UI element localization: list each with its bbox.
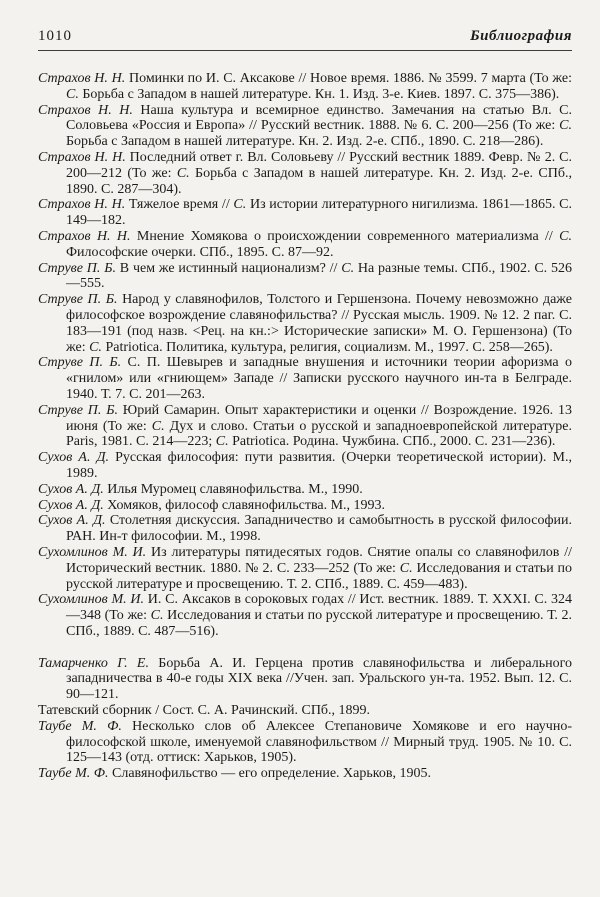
author-name: Страхов Н. Н. [38, 149, 126, 165]
author-name: Сухов А. Д. [38, 450, 109, 466]
entry-text: Дух и слово. Статьи о русской и западноевропейской литературе. Paris, 1981. С. 214—223; [66, 418, 573, 450]
entry-text: С. П. Шевырев и западные внушения и источники теории афоризма о «гнилом» или «гниющем» Западе // Записки русского научного ин-та в Белграде. 1940. Т. 7. С. 201—263. [66, 355, 572, 402]
entry-text: Народ у славянофилов, Толстого и Гершензона. Почему невозможно даже философское возрождение славянофильства? // Русская мысль. 1909. № 12. 2 паг. С. 183—191 (под назв. <Рец. на кн.:> Исторические записки» М. О. Гершензона) (То же: [66, 292, 572, 355]
bibliography-entry [38, 229, 572, 261]
bibliography-entry [38, 197, 572, 229]
entry-text: Русская философия: пути развития. (Очерки теоретической истории). М., 1989. [66, 450, 572, 481]
bibliography-entry [38, 498, 572, 514]
author-name: Страхов Н. Н. [38, 228, 131, 244]
entry-text: Наша культура и всемирное единство. Замечания на статью Вл. С. Соловьева «Россия и Европа» // Русский вестник. 1888. № 6. С. 200—256 (То же: [66, 102, 572, 134]
page-header [38, 28, 572, 50]
page-header-title: Библиография [470, 28, 572, 44]
entry-text: Философские очерки. СПб., 1895. С. 87—92. [66, 244, 334, 260]
bibliography-entry [38, 403, 572, 450]
author-name: Сухомлинов М. И. [38, 592, 145, 608]
bibliography-list [38, 71, 572, 782]
work-abbrev: С. [399, 560, 413, 576]
entry-text: Несколько слов об Алексее Степановиче Хомякове и его научно-философской школе, именуемой славянофильством // Мирный труд. 1905. № 10. С. 125—143 (отд. оттиск: Харьков, 1905). [66, 718, 572, 766]
work-abbrev: С. [66, 86, 79, 102]
work-abbrev: С. [341, 260, 355, 276]
bibliography-entry [38, 71, 572, 103]
entry-text: Последний ответ г. Вл. Соловьеву // Русский вестник 1889. Февр. № 2. С. 200—212 (То же: [66, 149, 573, 181]
work-abbrev: С. [559, 118, 572, 134]
entry-text: Мнение Хомякова о происхождении современного материализма // [130, 228, 560, 244]
entry-text: Patriotica. Родина. Чужбина. СПб., 2000. С. 231—236). [228, 434, 556, 450]
entry-text: И. С. Аксаков в сороковых годах // Ист. вестник. 1889. Т. XXXI. С. 324—348 (То же: [66, 592, 572, 624]
entry-text: Илья Муромец славянофильства. М., 1990. [103, 481, 363, 497]
work-abbrev: С. [151, 418, 165, 434]
author-name: Страхов Н. Н. [38, 197, 126, 213]
work-abbrev: С. [89, 339, 102, 355]
entry-text: Поминки по И. С. Аксакове // Новое время. 1886. № 3599. 7 марта (То же: [125, 71, 572, 86]
work-abbrev: С. [150, 608, 164, 624]
work-abbrev: С. [215, 434, 229, 450]
bibliography-entry [38, 292, 572, 355]
entry-text: Борьба с Западом в нашей литературе. Кн. 1. Изд. 3-е. Киев. 1897. С. 375—386). [78, 86, 560, 102]
entry-text: Хомяков, философ славянофильства. М., 1993. [103, 497, 386, 513]
entry-text: На разные темы. СПб., 1902. С. 526—555. [66, 260, 573, 292]
work-abbrev: С. [176, 165, 190, 181]
author-name: Струве П. Б. [38, 402, 118, 418]
bibliography-entry [38, 103, 572, 150]
entry-text: Исследования и статьи по русской литературе и просвещению. Т. 2. СПб., 1889. С. 487—516). [66, 608, 572, 639]
bibliography-entry [38, 766, 572, 782]
entry-text: Юрий Самарин. Опыт характеристики и оценки // Возрождение. 1926. 13 июня (То же: [66, 402, 572, 434]
author-name: Сухов А. Д. [38, 497, 104, 513]
entry-text: Славянофильство — его определение. Харьков, 1905. [108, 766, 431, 782]
entry-text: Исследования и статьи по русской литературе и просвещению. Т. 2. СПб., 1889. С. 459—483). [66, 560, 573, 592]
author-name: Струве П. Б. [38, 260, 116, 276]
bibliography-entry [38, 261, 572, 293]
entry-text: Столетняя дискуссия. Западничество и самобытность в русской философии. РАН. Ин-т философии. М., 1998. [66, 513, 572, 545]
bibliography-entry [38, 656, 572, 703]
entry-text: Patriotica. Политика, культура, религия, социализм. М., 1997. С. 258—265). [101, 339, 553, 355]
entry-text: Борьба А. И. Герцена против славянофильства и либерального западничества в 40-е годы XIX века //Учен. зап. Уральского ун-та. 1952. Вып. 12. С. 90—121. [66, 655, 572, 703]
entry-text: Татевский сборник / Сост. С. А. Рачинский. СПб., 1899. [38, 703, 371, 719]
work-abbrev: С. [233, 197, 247, 213]
bibliography-entry [38, 719, 572, 766]
entry-text: Борьба с Западом в нашей литературе. Кн. 2. Изд. 2-е. СПб., 1890. С. 287—304). [66, 165, 572, 197]
entry-text: Тяжелое время // [125, 197, 234, 213]
author-name: Струве П. Б. [38, 292, 118, 308]
bibliography-entry [38, 592, 572, 639]
bibliography-entry [38, 545, 572, 592]
author-name: Таубе М. Ф. [38, 718, 122, 734]
page-number: 1010 [38, 28, 72, 44]
author-name: Тамарченко Г. Е. [38, 655, 149, 671]
entry-text: Из литературы пятидесятых годов. Снятие опалы со славянофилов // Исторический вестник. 1880. № 2. С. 233—252 (То же: [66, 544, 572, 576]
bibliography-entry [38, 355, 572, 402]
header-rule [38, 50, 572, 51]
author-name: Струве П. Б. [38, 355, 122, 371]
author-name: Сухов А. Д. [38, 513, 106, 529]
author-name: Таубе М. Ф. [38, 766, 109, 782]
bibliography-entry [38, 450, 572, 482]
bibliography-entry [38, 513, 572, 545]
bibliography-entry [38, 703, 572, 719]
author-name: Страхов Н. Н. [38, 71, 126, 86]
author-name: Сухомлинов М. И. [38, 544, 147, 560]
entry-text: В чем же истинный национализм? // [115, 260, 342, 276]
entry-text: Борьба с Западом в нашей литературе. Кн. 2. Изд. 2-е. СПб., 1890. С. 218—286). [66, 134, 544, 150]
bibliography-entry [38, 150, 572, 197]
bibliography-entry [38, 482, 572, 498]
author-name: Страхов Н. Н. [38, 102, 133, 118]
author-name: Сухов А. Д. [38, 481, 104, 497]
entry-text: Из истории литературного нигилизма. 1861—1865. С. 149—182. [66, 197, 573, 229]
work-abbrev: С. [559, 228, 573, 244]
